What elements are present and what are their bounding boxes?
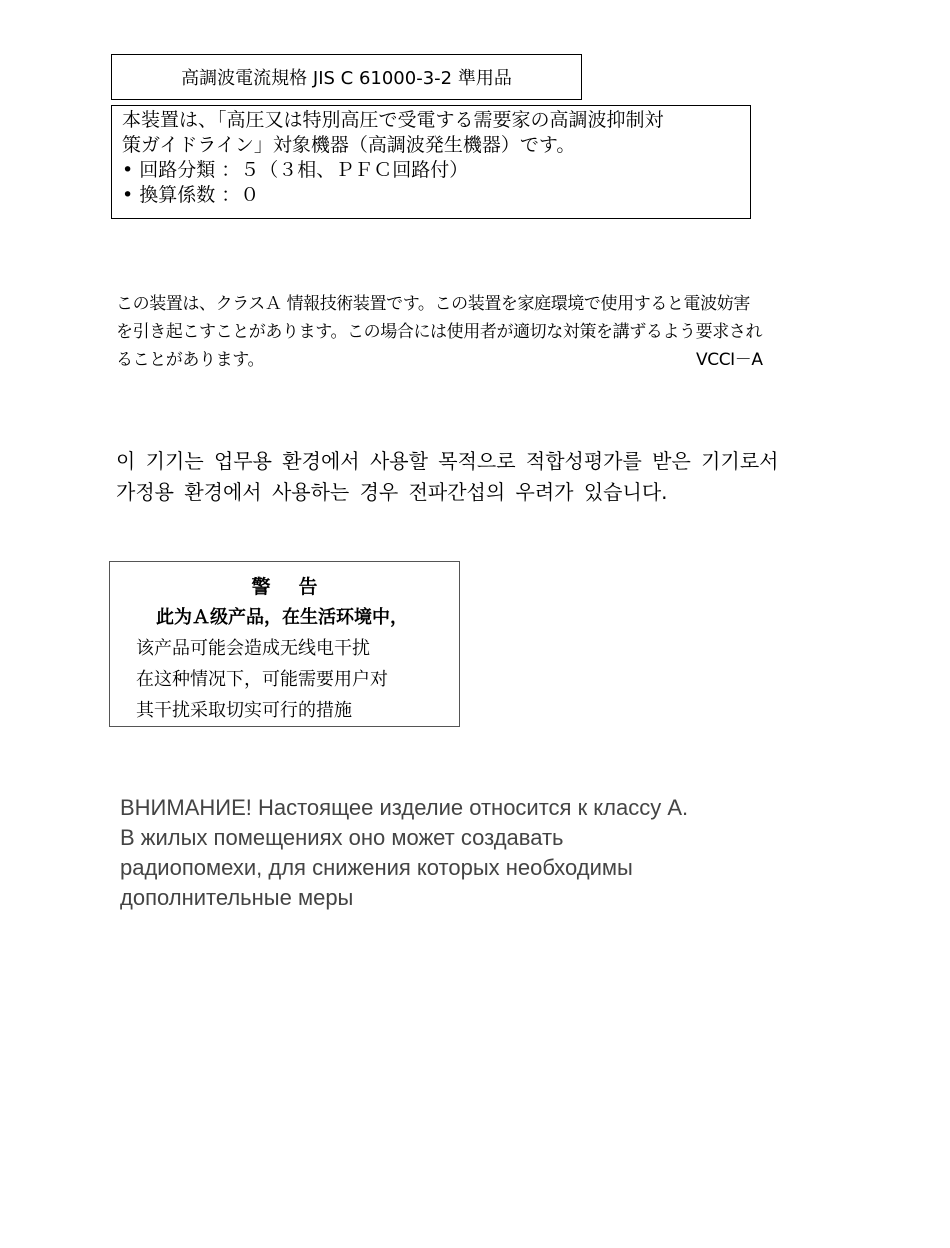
jis-notice-line: 本装置は、「高圧又は特別高圧で受電する需要家の高調波抑制対: [122, 109, 664, 131]
jis-standard-title: 高調波電流規格 JIS C 61000-3-2 準用品: [181, 68, 512, 89]
korean-kc-notice: [116, 446, 906, 508]
vcci-notice-line: を引き起こすことがあります。この場合には使用者が適切な対策を講ずるよう要求され: [116, 322, 763, 342]
jis-harmonics-notice-box: [111, 105, 751, 219]
chinese-warning-title: 警告: [251, 576, 346, 598]
chinese-warning-line: 在这种情况下，可能需要用户对: [136, 669, 388, 690]
jis-notice-line: 策ガイドライン」対象機器（高調波発生機器）です。: [122, 134, 576, 156]
jis-standard-title-box: [111, 54, 582, 100]
russian-warning-line: ВНИМАНИЕ! Настоящее изделие относится к классу А.: [120, 795, 689, 820]
vcci-notice-last-text: ることがあります。: [116, 350, 265, 370]
vcci-notice-line: この装置は、クラスＡ 情報技術装置です。この装置を家庭環境で使用すると電波妨害: [116, 294, 750, 314]
russian-warning-line: радиопомехи, для снижения которых необходимы: [120, 855, 633, 880]
chinese-warning-line: 其干扰采取切实可行的措施: [136, 700, 352, 721]
jis-circuit-class-line: • 回路分類 ：５（３相、ＰＦＣ回路付）: [122, 159, 469, 181]
korean-notice-line: 이 기기는 업무용 환경에서 사용할 목적으로 적합성평가를 받은 기기로서: [116, 449, 779, 473]
russian-warning-line: дополнительные меры: [120, 885, 354, 910]
vcci-class-a-notice: [116, 290, 836, 374]
russian-class-a-warning: [120, 793, 840, 913]
chinese-warning-line: 该产品可能会造成无线电干扰: [136, 638, 370, 659]
jis-conversion-factor-line: • 換算係数 ：０: [122, 184, 260, 206]
chinese-warning-line: 此为Ａ级产品，在生活环境中，: [156, 607, 408, 628]
korean-notice-line: 가정용 환경에서 사용하는 경우 전파간섭의 우려가 있습니다.: [116, 480, 668, 504]
chinese-warning-box: [109, 561, 460, 727]
russian-warning-line: В жилых помещениях оно может создавать: [120, 825, 564, 850]
vcci-label: VCCI－A: [696, 350, 763, 370]
chinese-warning-text: [136, 602, 408, 726]
vcci-notice-line: [116, 346, 836, 374]
